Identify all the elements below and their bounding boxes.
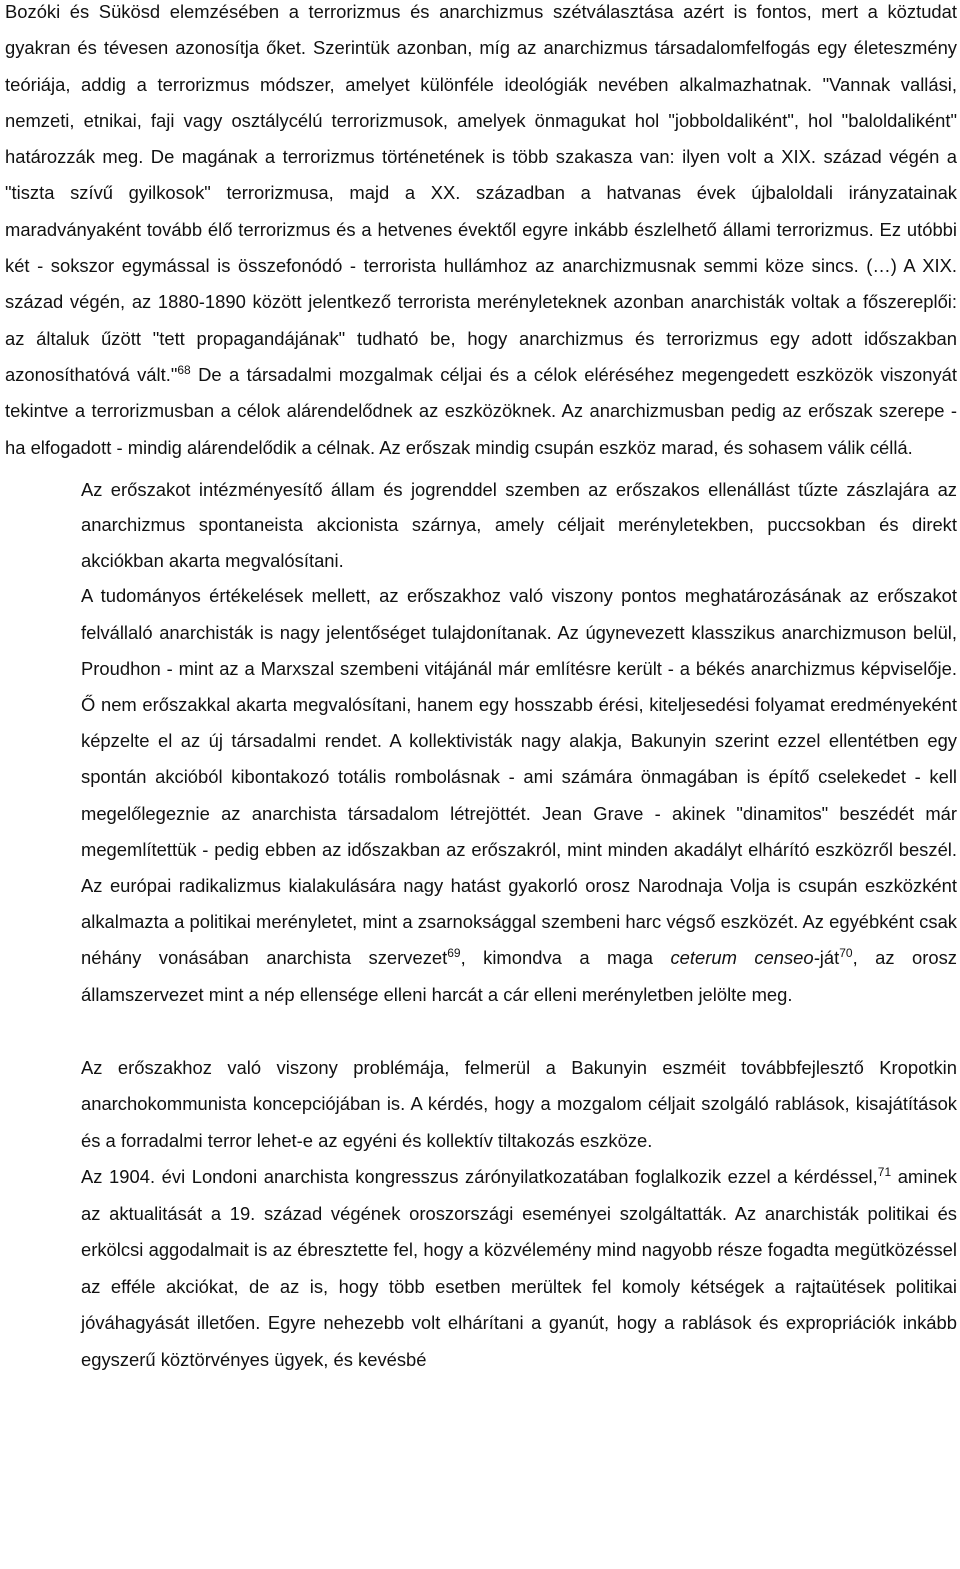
document-page: [5, 0, 957, 1378]
footnote-marker-69: 69: [447, 946, 461, 961]
paragraph-1-text-cont: De a társadalmi mozgalmak céljai és a célok eléréséhez megengedett eszközök viszonyát tekintve a terrorizmusban a célok alárendelődnek az eszközöknek. Az anarchizmusban pedig az erőszak szerepe - ha elfogadott - mindig alárendelődik a célnak. Az erőszak mindig csupán eszköz marad, és sohasem válik céllá.: [5, 363, 957, 458]
paragraph-5: [5, 1159, 957, 1378]
paragraph-4-text: Az erőszakhoz való viszony problémája, felmerül a Bakunyin eszméit továbbfejlesztő Kropotkin anarchokommunista koncepciójában is. A kérdés, hogy a mozgalom céljait szolgáló rablások, kisajátítások és a forradalmi terror lehet-e az egyéni és kollektív tiltakozás eszköze.: [81, 1056, 957, 1151]
footnote-marker-71: 71: [877, 1165, 892, 1180]
paragraph-2: [5, 472, 957, 579]
paragraph-3-text-cont-3: , az orosz államszervezet mint a nép ellensége elleni harcát a cár elleni merényletben jelölte meg.: [81, 947, 957, 1005]
paragraph-5-text: Az 1904. évi Londoni anarchista kongresszus zárónyilatkozatában foglalkozik ezzel a kérdéssel,: [81, 1166, 878, 1188]
paragraph-4: [5, 1050, 957, 1160]
paragraph-1-text: Bozóki és Sükösd elemzésében a terrorizmus és anarchizmus szétválasztása azért is fontos, mert a köztudat gyakran és tévesen azonosítja őket. Szerintük azonban, míg az anarchizmus társadalomfelfogás egy életeszmény teóriája, addig a terrorizmus módszer, amelyet különféle ideológiák nevében alkalmazhatnak. "Vannak vallási, nemzeti, etnikai, faji vagy osztálycélú terrorizmusok, amelyek önmagukat hol "jobboldaliként", hol "baloldaliként" határozzák meg. De magának a terrorizmus történetének is több szakasza van: ilyen volt a XIX. század végén a "tiszta szívű gyilkosok" terrorizmusa, majd a XX. században a hatvanas évek újbaloldali irányzatainak maradványaként tovább élő terrorizmus és a hetvenes évektől egyre inkább észlelhető állami terrorizmus. Ez utóbbi két - sokszor egymással is összefonódó - terrorista hullámhoz az anarchizmusnak semmi köze sincs. (…) A XIX. század végén, az 1880-1890 között jelentkező terrorista merényleteknek azonban anarchisták voltak a főszereplői: az általuk űzött "tett propagandájának" tudható be, hogy anarchizmus és terrorizmus egy adott időszakban azonosíthatóvá vált.": [5, 1, 957, 385]
paragraph-1: [5, 0, 957, 466]
paragraph-3-text-cont: , kimondva a maga: [460, 947, 671, 969]
footnote-marker-68: 68: [177, 362, 191, 377]
paragraph-3-italic-phrase: ceterum censeo-: [670, 947, 820, 969]
footnote-marker-70: 70: [839, 946, 853, 961]
paragraph-2-text: Az erőszakot intézményesítő állam és jogrenddel szemben az erőszakos ellenállást tűzte zászlajára az anarchizmus spontaneista akcionista szárnya, amely céljait merényletekben, puccsokban és direkt akciókban akarta megvalósítani.: [81, 478, 957, 571]
paragraph-3: [5, 578, 957, 1012]
paragraph-3-text: A tudományos értékelések mellett, az erőszakhoz való viszony pontos meghatározásának az erőszakot felvállaló anarchisták is nagy jelentőséget tulajdonítanak. Az úgynevezett klasszikus anarchizmuson belül, Proudhon - mint az a Marxszal szembeni vitájánál már említésre került - a békés anarchizmus képviselője. Ő nem erőszakkal akarta megvalósítani, hanem egy hosszabb érési, kiteljesedési folyamat eredményeként képzelte el az új társadalmi rendet. A kollektivisták nagy alakja, Bakunyin szerint ezzel ellentétben egy spontán akcióból kibontakozó totális rombolásnak - ami számára önmagában is építő cselekedet - kell megelőlegeznie az anarchista társadalom létrejöttét. Jean Grave - akinek "dinamitos" beszédét már megemlítettük - pedig ebben az időszakban az erőszakról, mint minden akadályt elhárító eszközről beszél. Az európai radikalizmus kialakulására nagy hatást gyakorló orosz Narodnaja Volja is csupán eszközként alkalmazta a politikai merényletet, mint a zsarnoksággal szembeni harc végső eszközét. Az egyébként csak néhány vonásában anarchista szervezet: [81, 585, 957, 969]
paragraph-3-text-cont-2: ját: [819, 947, 840, 969]
paragraph-5-text-cont: aminek az aktualitását a 19. század végének oroszországi eseményei szolgáltatták. Az anarchisták politikai és erkölcsi aggodalmait is az ébresztette fel, hogy a közvélemény mind nagyobb része fogadta megütközéssel az efféle akciókat, de az is, hogy több esetben merültek fel komoly kétségek a rajtaütések politikai jóváhagyását illetően. Egyre nehezebb volt elhárítani a gyanút, hogy a rablások és expropriációk inkább egyszerű köztörvényes ügyek, és kevésbé: [81, 1166, 957, 1370]
